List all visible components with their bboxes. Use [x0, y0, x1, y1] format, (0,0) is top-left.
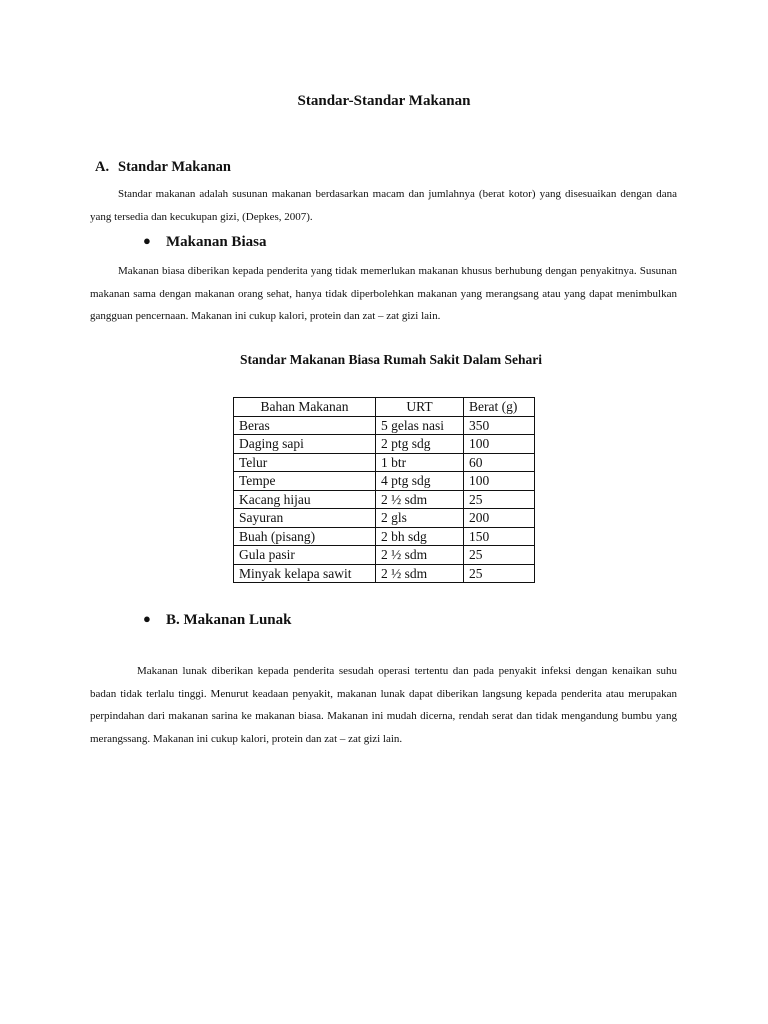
table-cell: 200: [464, 509, 535, 528]
table-row: [234, 416, 535, 435]
table-title: Standar Makanan Biasa Rumah Sakit Dalam Sehari: [239, 352, 543, 367]
table-row: [234, 564, 535, 583]
table-cell: 2 ½ sdm: [376, 490, 464, 509]
bullet-icon: ●: [143, 233, 151, 248]
makanan-lunak-title: B. Makanan Lunak: [166, 612, 292, 628]
table-cell: 25: [464, 564, 535, 583]
section-a-number: A.: [95, 159, 110, 175]
table-row: [234, 509, 535, 528]
bullet-icon: ●: [143, 611, 151, 626]
table-cell: 4 ptg sdg: [376, 472, 464, 491]
table-row: [234, 546, 535, 565]
document-title: Standar-Standar Makanan: [297, 93, 471, 109]
table-row: [234, 453, 535, 472]
table-cell: 60: [464, 453, 535, 472]
table-cell: Telur: [234, 453, 376, 472]
table-row: [234, 472, 535, 491]
food-standard-table: [233, 397, 535, 583]
table-cell: 350: [464, 416, 535, 435]
table-cell: 100: [464, 435, 535, 454]
table-cell: Beras: [234, 416, 376, 435]
table-header-cell: URT: [376, 398, 464, 417]
makanan-biasa-paragraph: Makanan biasa diberikan kepada penderita yang tidak memerlukan makanan khusus berhubung dengan penyakitnya. Susunan makanan sama dengan makanan orang sehat, hanya tidak diperbolehkan makanan yang merangsang atau yang dapat menimbulkan gangguan pencernaan. Makanan ini cukup kalori, protein dan zat – zat gizi lain.: [90, 265, 677, 322]
table-cell: 2 ptg sdg: [376, 435, 464, 454]
table-cell: 2 ½ sdm: [376, 564, 464, 583]
table-cell: 2 bh sdg: [376, 527, 464, 546]
table-cell: Gula pasir: [234, 546, 376, 565]
table-cell: 2 gls: [376, 509, 464, 528]
makanan-biasa-heading: [143, 233, 266, 251]
table-cell: Daging sapi: [234, 435, 376, 454]
makanan-lunak-heading: [143, 611, 291, 629]
table-header-cell: Berat (g): [464, 398, 535, 417]
makanan-biasa-title: Makanan Biasa: [166, 234, 267, 250]
section-a-heading: [95, 159, 231, 176]
table-cell: 2 ½ sdm: [376, 546, 464, 565]
table-row: [234, 490, 535, 509]
table-cell: 100: [464, 472, 535, 491]
table-cell: 1 btr: [376, 453, 464, 472]
table-header-row: [234, 398, 535, 417]
table-cell: 25: [464, 490, 535, 509]
table-header-cell: Bahan Makanan: [234, 398, 376, 417]
section-a-title: Standar Makanan: [118, 159, 231, 175]
table-cell: Buah (pisang): [234, 527, 376, 546]
table-row: [234, 435, 535, 454]
table-cell: Sayuran: [234, 509, 376, 528]
table-cell: 25: [464, 546, 535, 565]
table-row: [234, 527, 535, 546]
section-a-paragraph: Standar makanan adalah susunan makanan berdasarkan macam dan jumlahnya (berat kotor) yang disesuaikan dengan dana yang tersedia dan kecukupan gizi, (Depkes, 2007).: [90, 188, 677, 223]
table-cell: Minyak kelapa sawit: [234, 564, 376, 583]
table-cell: Tempe: [234, 472, 376, 491]
makanan-lunak-paragraph: Makanan lunak diberikan kepada penderita sesudah operasi tertentu dan pada penyakit infeksi dengan kenaikan suhu badan tidak terlalu tinggi. Menurut keadaan penyakit, makanan lunak dapat diberikan langsung kepada penderita atau merupakan perpindahan dari makanan sarina ke makanan biasa. Makanan ini mudah dicerna, rendah serat dan tidak mengandung bumbu yang merangssang. Makanan ini cukup kalori, protein dan zat – zat gizi lain.: [90, 665, 677, 745]
table-cell: 5 gelas nasi: [376, 416, 464, 435]
table-cell: Kacang hijau: [234, 490, 376, 509]
table-cell: 150: [464, 527, 535, 546]
